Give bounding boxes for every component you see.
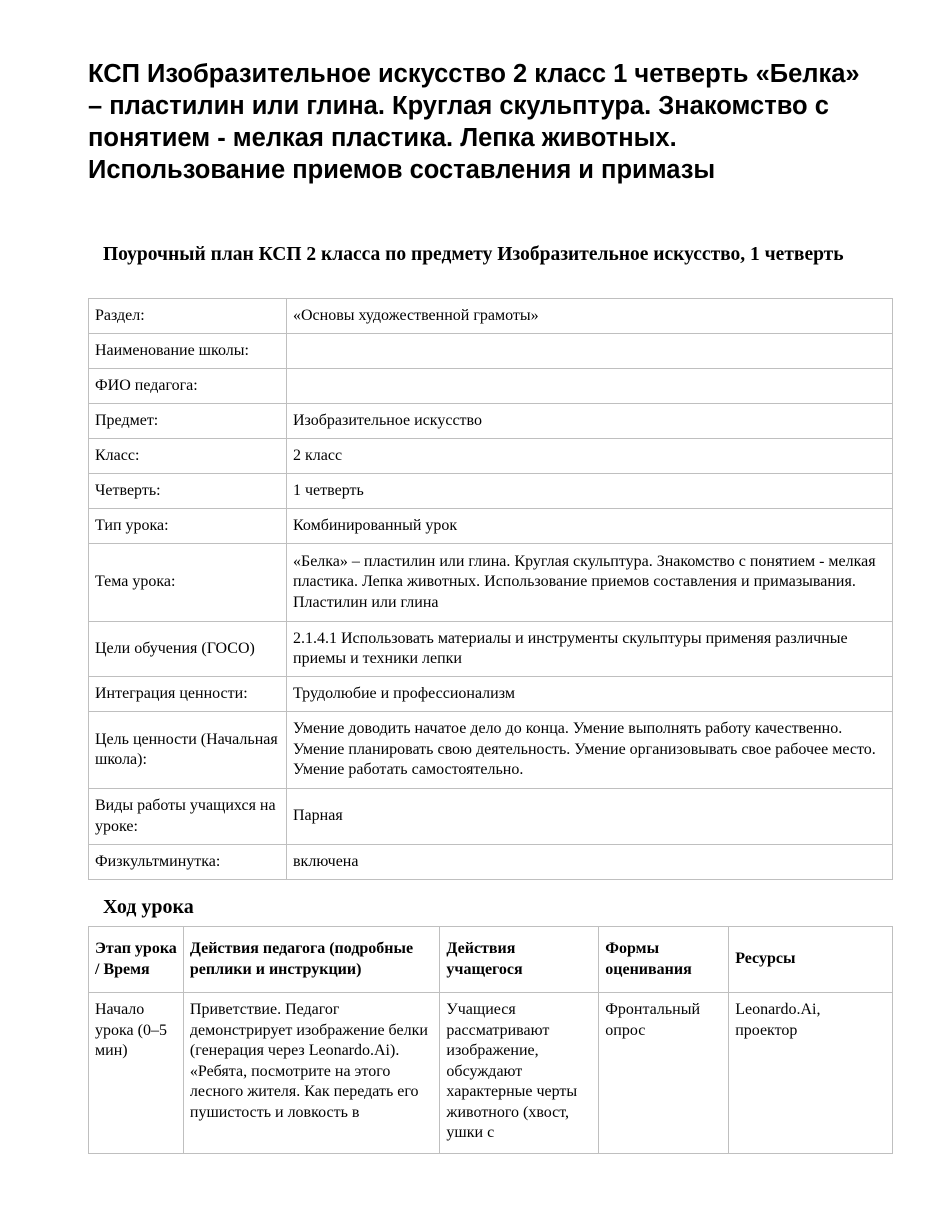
table-row	[89, 789, 893, 845]
table-row	[89, 404, 893, 439]
row-label: Тема урока:	[89, 544, 287, 622]
row-label: Четверть:	[89, 474, 287, 509]
row-value: Умение доводить начатое дело до конца. Умение выполнять работу качественно. Умение планировать свою деятельность. Умение организовывать свое рабочее место. Умение работать самостоятельно.	[287, 712, 893, 789]
row-label: Виды работы учащихся на уроке:	[89, 789, 287, 845]
table-row	[89, 622, 893, 677]
row-value: Изобразительное искусство	[287, 404, 893, 439]
row-value: 2 класс	[287, 439, 893, 474]
cell-text: Начало урока (0–5 мин)	[95, 1001, 167, 1059]
header-student-actions: Действия учащегося	[440, 927, 599, 993]
header-stage: Этап урока / Время	[89, 927, 184, 993]
table-row	[89, 334, 893, 369]
row-value: Трудолюбие и профессионализм	[287, 677, 893, 712]
table-row	[89, 369, 893, 404]
row-value: Парная	[287, 789, 893, 845]
row-label: Тип урока:	[89, 509, 287, 544]
header-teacher-actions: Действия педагога (подробные реплики и инструкции)	[183, 927, 440, 993]
row-label: Интеграция ценности:	[89, 677, 287, 712]
row-value	[287, 369, 893, 404]
table-row	[89, 299, 893, 334]
row-label: Наименование школы:	[89, 334, 287, 369]
page-title: КСП Изобразительное искусство 2 класс 1 четверть «Белка» – пластилин или глина. Круглая скульптура. Знакомство с понятием - мелкая пластика. Лепка животных. Использование приемов составления и примазы	[88, 60, 860, 184]
row-label: Цели обучения (ГОСО)	[89, 622, 287, 677]
cell-student-actions	[440, 993, 599, 1154]
row-label: Предмет:	[89, 404, 287, 439]
row-label: ФИО педагога:	[89, 369, 287, 404]
header-resources: Ресурсы	[729, 927, 893, 993]
cell-assessment	[599, 993, 729, 1154]
table-row	[89, 993, 893, 1154]
table-row	[89, 509, 893, 544]
table-row	[89, 845, 893, 880]
row-value: «Основы художественной грамоты»	[287, 299, 893, 334]
cell-teacher-actions	[183, 993, 440, 1154]
table-row	[89, 712, 893, 789]
lesson-table	[88, 926, 893, 1154]
table-header-row	[89, 927, 893, 993]
row-label: Класс:	[89, 439, 287, 474]
table-row	[89, 677, 893, 712]
cell-stage	[89, 993, 184, 1154]
plan-subtitle: Поурочный план КСП 2 класса по предмету Изобразительное искусство, 1 четверть	[103, 244, 844, 265]
cell-text: Leonardo.Ai, проектор	[735, 1001, 821, 1039]
row-label: Физкультминутка:	[89, 845, 287, 880]
row-value: Комбинированный урок	[287, 509, 893, 544]
row-value: включена	[287, 845, 893, 880]
row-value: «Белка» – пластилин или глина. Круглая скульптура. Знакомство с понятием - мелкая пластика. Лепка животных. Использование приемов составления и примазывания. Пластилин или глина	[287, 544, 893, 622]
row-label: Цель ценности (Начальная школа):	[89, 712, 287, 789]
cell-text: Учащиеся рассматривают изображение, обсуждают характерные черты животного (хвост, ушки с	[446, 1001, 578, 1141]
row-label: Раздел:	[89, 299, 287, 334]
row-value	[287, 334, 893, 369]
table-row	[89, 544, 893, 622]
table-row	[89, 439, 893, 474]
cell-resources	[729, 993, 893, 1154]
header-assessment: Формы оценивания	[599, 927, 729, 993]
table-row	[89, 474, 893, 509]
row-value: 1 четверть	[287, 474, 893, 509]
row-value: 2.1.4.1 Использовать материалы и инструменты скульптуры применяя различные приемы и техники лепки	[287, 622, 893, 677]
info-table	[88, 298, 893, 880]
lesson-section-title: Ход урока	[103, 896, 194, 918]
cell-text: Приветствие. Педагог демонстрирует изображение белки (генерация через Leonardo.Ai). «Ребята, посмотрите на этого лесного жителя. Как передать его пушистость и ловкость в	[189, 1001, 428, 1121]
cell-text: Фронтальный опрос	[605, 1001, 701, 1039]
